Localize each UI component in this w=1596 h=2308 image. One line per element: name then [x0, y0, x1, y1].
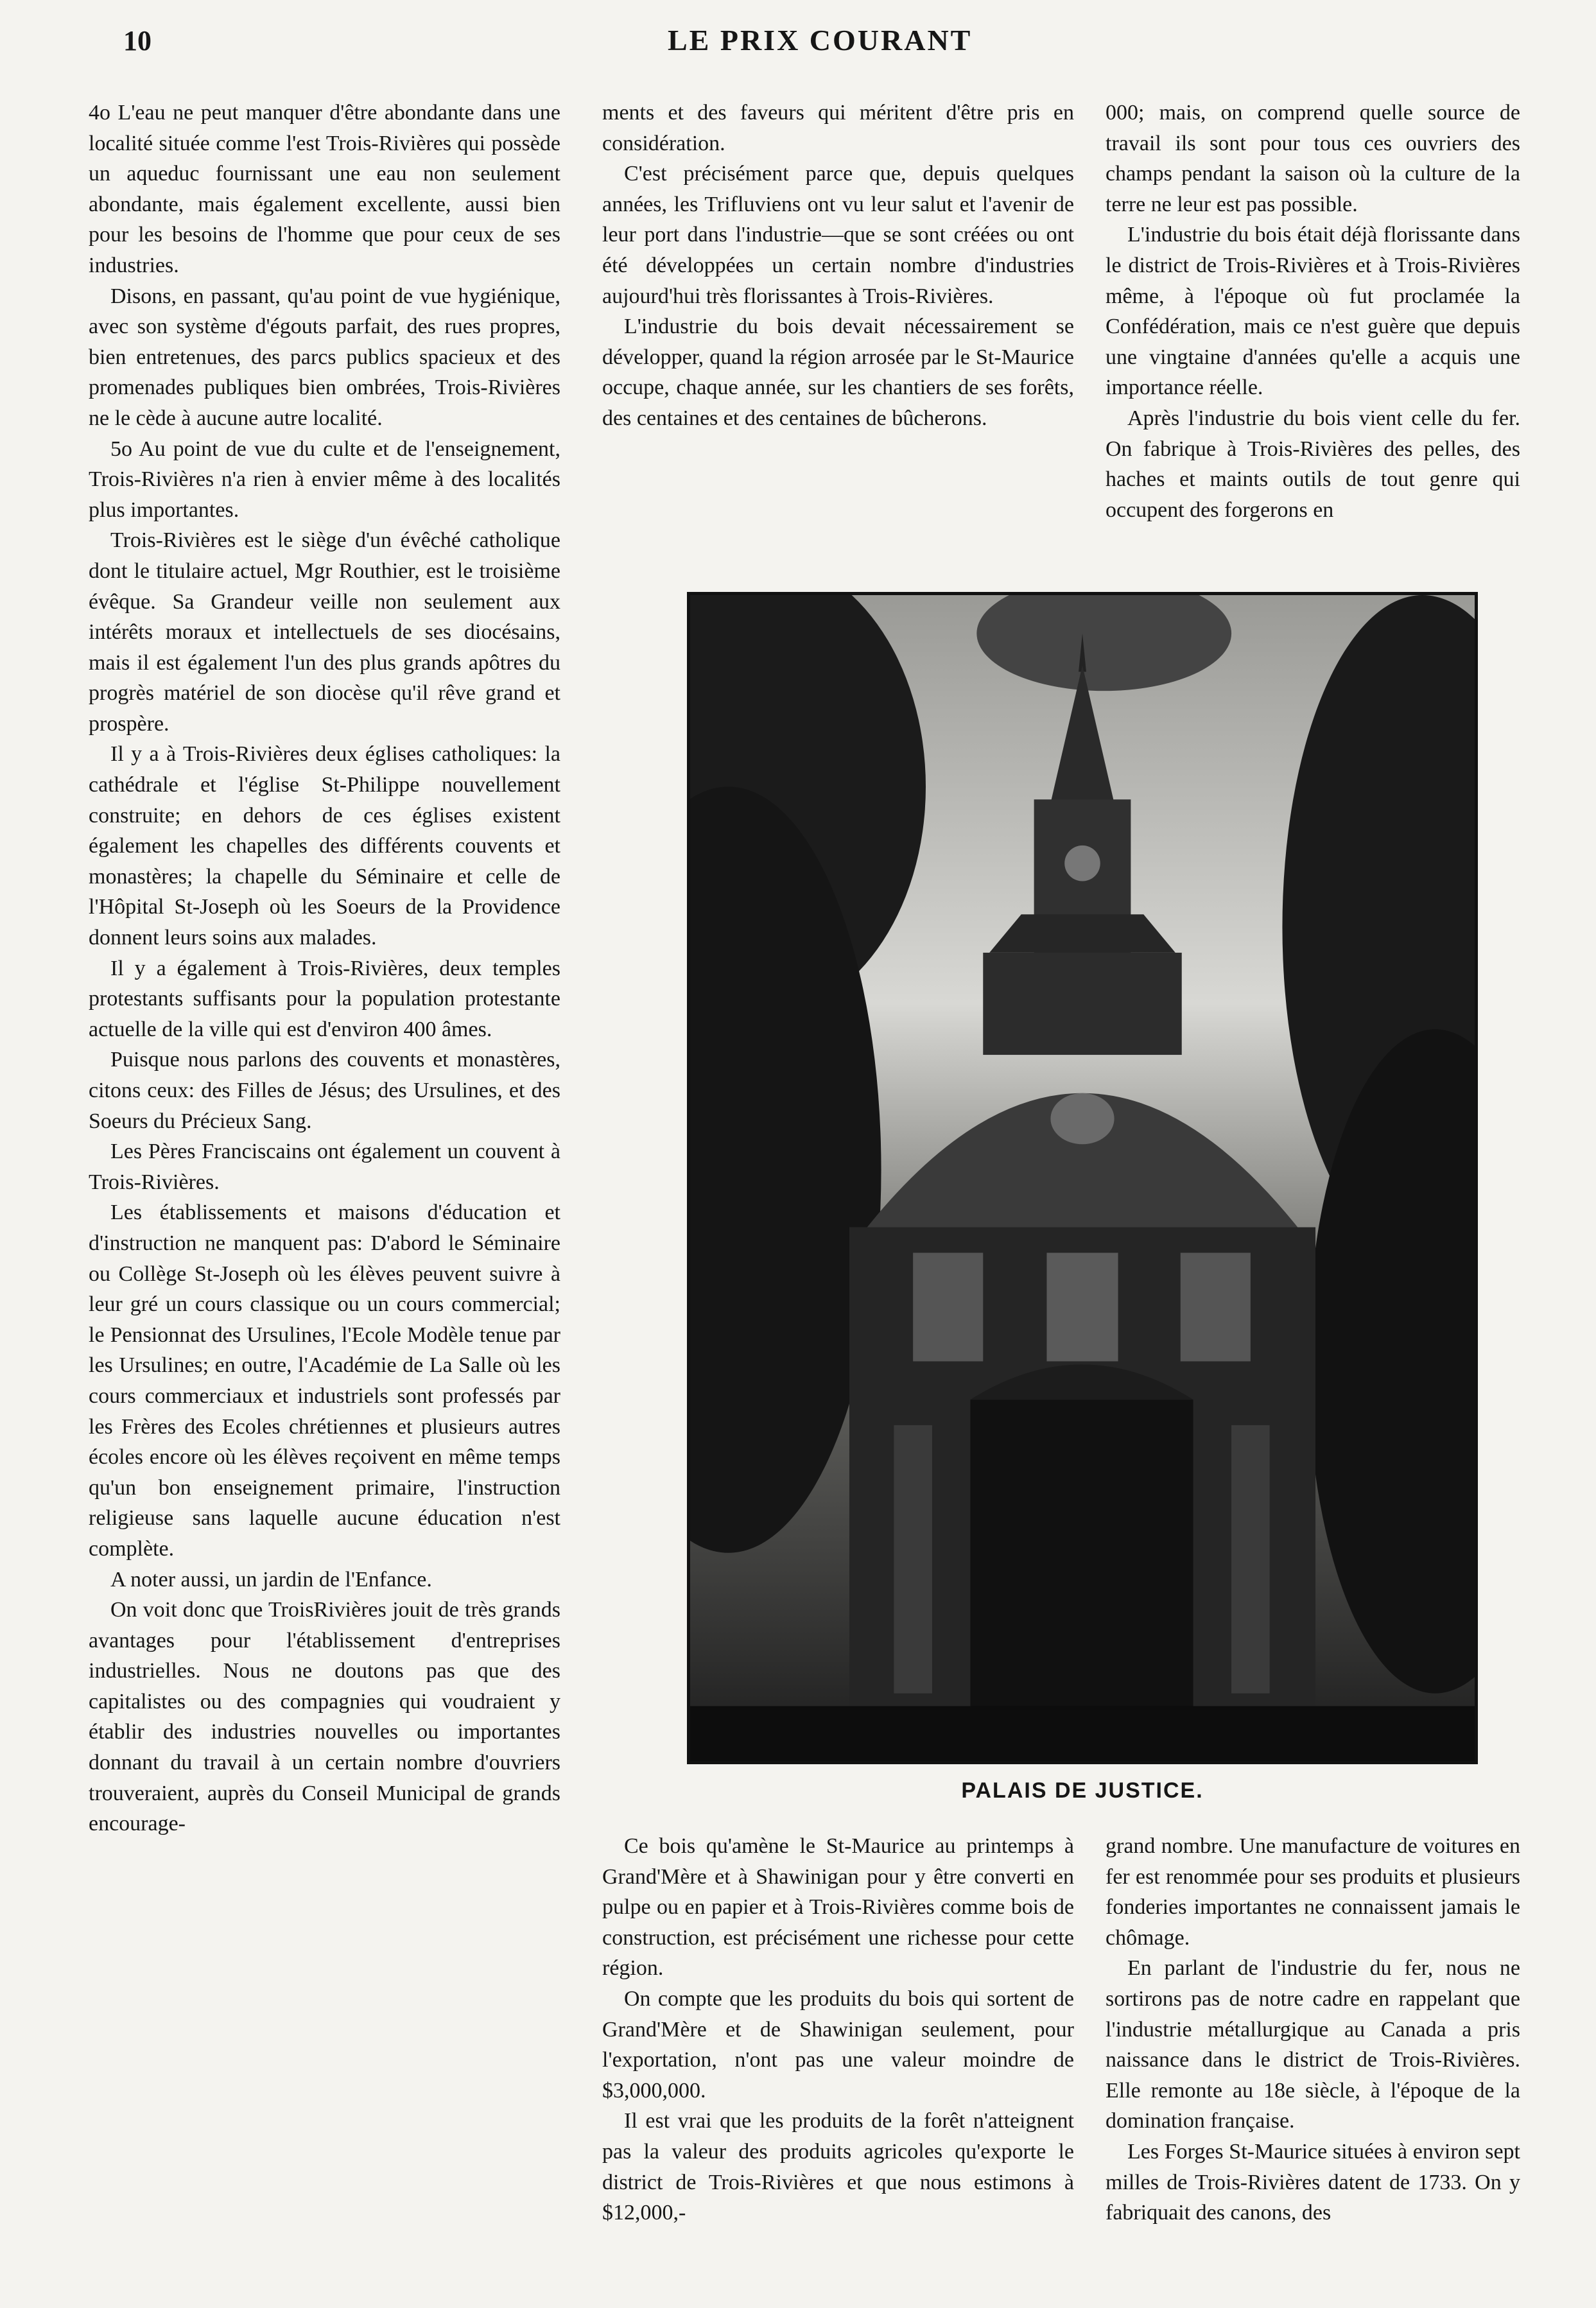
paragraph: 4o L'eau ne peut manquer d'être abondante dans une localité située comme l'est Trois-Rivières qui possède un aqueduc fournissant une eau non seulement abondante, mais également excellente, aussi bien pour les besoins de l'homme que pour ceux de ses industries. — [89, 101, 560, 277]
paragraph: En parlant de l'industrie du fer, nous ne sortirons pas de notre cadre en rappelant que l'industrie métallurgique au Canada a pris naissance dans le district de Trois-Rivières. Elle remonte au 18e siècle, à l'époque de la domination française. — [1106, 1956, 1520, 2133]
paragraph: L'industrie du bois devait nécessairement se développer, quand la région arrosée par le St-Maurice occupe, chaque année, sur les chantiers de ses forêts, des centaines et des centaines de bûcherons. — [602, 315, 1074, 430]
paragraph: Puisque nous parlons des couvents et monastères, citons ceux: des Filles de Jésus; des Ursulines, et des Soeurs du Précieux Sang. — [89, 1048, 560, 1133]
paragraph: 5o Au point de vue du culte et de l'enseignement, Trois-Rivières n'a rien à envier même à des localités plus importantes. — [89, 437, 560, 522]
column-middle-top — [602, 98, 1074, 434]
paragraph: Les Forges St-Maurice situées à environ sept milles de Trois-Rivières datent de 1733. On y fabriquait des canons, des — [1106, 2139, 1520, 2225]
paragraph: Il y a également à Trois-Rivières, deux temples protestants suffisants pour la population protestante actuelle de la ville qui est d'environ 400 âmes. — [89, 956, 560, 1041]
paragraph: Ce bois qu'amène le St-Maurice au printemps à Grand'Mère et à Shawinigan pour y être converti en pulpe ou en papier et à Trois-Rivières comme bois de construction, est précisément une richesse pour cette région. — [602, 1834, 1074, 1981]
building-illustration — [690, 595, 1475, 1761]
paragraph: 000; mais, on comprend quelle source de travail ils sont pour tous ces ouvriers des champs pendant la saison où la culture de la terre ne leur est pas possible. — [1106, 101, 1520, 216]
running-head: LE PRIX COURANT — [668, 24, 973, 56]
column-right-top — [1106, 98, 1520, 525]
paragraph: C'est précisément parce que, depuis quelques années, les Trifluviens ont vu leur salut et l'avenir de leur port dans l'industrie—que se sont créées ou ont été développées un certain nombre d'industries aujourd'hui très florissantes à Trois-Rivières. — [602, 162, 1074, 308]
paragraph: Disons, en passant, qu'au point de vue hygiénique, avec son système d'égouts parfait, des rues propres, bien entretenues, des parcs publics spacieux et des promenades publiques bien ombrées, Trois-Rivières ne le cède à aucune autre localité. — [89, 284, 560, 430]
paragraph: ments et des faveurs qui méritent d'être pris en considération. — [602, 101, 1074, 155]
paragraph: On voit donc que TroisRivières jouit de très grands avantages pour l'établissement d'entreprises industrielles. Nous ne doutons pas que des capitalistes ou des compagnies qui voudraient y établir des industries nouvelles ou importantes donnant du travail à un certain nombre d'ouvriers trouveraient, auprès du Conseil Municipal de grands encourage- — [89, 1598, 560, 1836]
palais-de-justice-photo — [687, 592, 1478, 1764]
column-left — [89, 98, 560, 1839]
paragraph: Il y a à Trois-Rivières deux églises catholiques: la cathédrale et l'église St-Philippe nouvellement construite; en dehors de ces églises existent également les chapelles des différents couvents et monastères; la chapelle du Séminaire et celle de l'Hôpital St-Joseph où les Soeurs de la Providence donnent leurs soins aux malades. — [89, 742, 560, 950]
paragraph: A noter aussi, un jardin de l'Enfance. — [110, 1567, 432, 1592]
paragraph: Après l'industrie du bois vient celle du fer. On fabrique à Trois-Rivières des pelles, des haches et maints outils de tout genre qui occupent des forgerons en — [1106, 406, 1520, 522]
paragraph: On compte que les produits du bois qui sortent de Grand'Mère et de Shawinigan seulement, pour l'exportation, n'ont pas une valeur moindre de $3,000,000. — [602, 1986, 1074, 2103]
column-right-bottom — [1106, 1831, 1520, 2228]
paragraph: grand nombre. Une manufacture de voitures en fer est renommée pour ses produits et plusieurs fonderies importantes ne connaissent jamais le chômage. — [1106, 1834, 1520, 1950]
paragraph: Les établissements et maisons d'éducation et d'instruction ne manquent pas: D'abord le Séminaire ou Collège St-Joseph où les élèves peuvent suivre à leur gré un cours classique ou un cours commercial; le Pensionnat des Ursulines, l'Ecole Modèle tenue par les Ursulines; en outre, l'Académie de La Salle où les cours commerciaux et industriels sont professés par les Frères des Ecoles chrétiennes et plusieurs autres écoles encore où les élèves reçoivent en même temps qu'un bon enseignement primaire, l'instruction religieuse sans laquelle aucune éducation n'est complète. — [89, 1201, 560, 1561]
paragraph: Les Pères Franciscains ont également un couvent à Trois-Rivières. — [89, 1140, 560, 1194]
photo-caption: PALAIS DE JUSTICE. — [961, 1778, 1204, 1803]
paragraph: Trois-Rivières est le siège d'un évêché catholique dont le titulaire actuel, Mgr Routhier, est le troisième évêque. Sa Grandeur veille non seulement aux intérêts moraux et intellectuels de ses diocésains, mais il est également l'un des plus grands apôtres du progrès matériel de son diocèse qu'il rêve grand et prospère. — [89, 528, 560, 736]
page-number: 10 — [123, 25, 152, 56]
column-middle-bottom — [602, 1831, 1074, 2228]
paragraph: Il est vrai que les produits de la forêt n'atteignent pas la valeur des produits agricoles qu'exporte le district de Trois-Rivières et que nous estimons à $12,000,- — [602, 2109, 1074, 2225]
paragraph: L'industrie du bois était déjà florissante dans le district de Trois-Rivières et à Trois-Rivières même, à l'époque où fut proclamée la Confédération, mais ce n'est guère que depuis une vingtaine d'années qu'elle a acquis une importance réelle. — [1106, 223, 1520, 400]
